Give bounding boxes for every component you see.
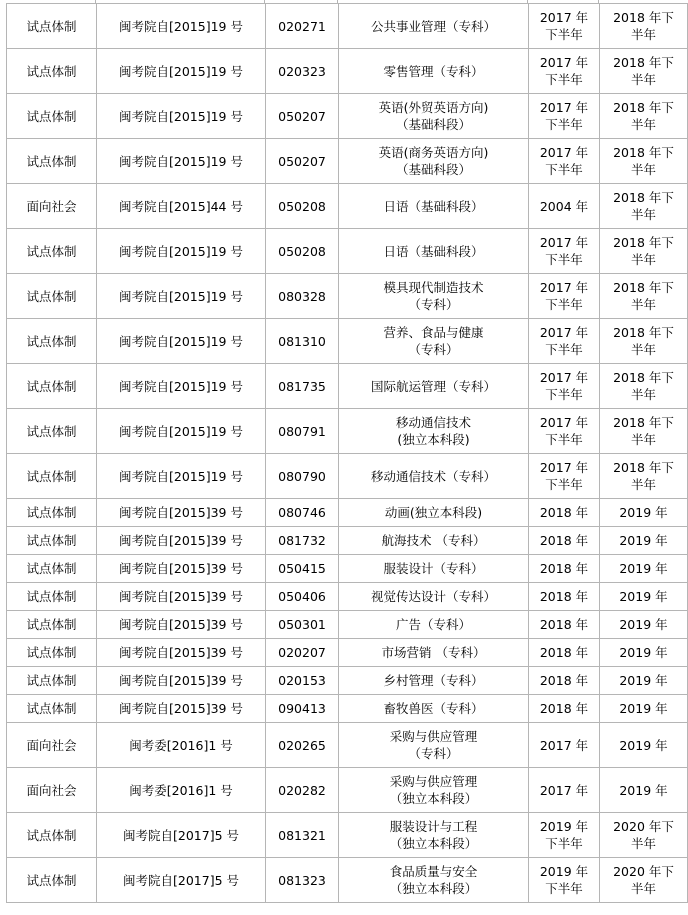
end-time-cell: 2019 年 — [600, 639, 688, 667]
document-number-cell: 闽考院自[2015]39 号 — [97, 667, 266, 695]
end-time-cell: 2018 年下 半年 — [600, 274, 688, 319]
start-time-cell: 2018 年 — [529, 583, 600, 611]
major-name-cell: 视觉传达设计（专科） — [339, 583, 529, 611]
exam-type-cell: 试点体制 — [7, 611, 97, 639]
major-code-cell: 081310 — [266, 319, 339, 364]
start-time-cell: 2017 年 — [529, 723, 600, 768]
table-row — [7, 583, 688, 611]
table-row — [7, 499, 688, 527]
major-code-cell: 090413 — [266, 695, 339, 723]
major-code-cell: 081321 — [266, 813, 339, 858]
document-number-cell: 闽考院自[2015]39 号 — [97, 611, 266, 639]
document-number-cell: 闽考院自[2015]19 号 — [97, 139, 266, 184]
exam-type-cell: 试点体制 — [7, 409, 97, 454]
start-time-cell: 2017 年 下半年 — [529, 454, 600, 499]
end-time-cell: 2018 年下 半年 — [600, 409, 688, 454]
start-time-cell: 2018 年 — [529, 499, 600, 527]
document-number-cell: 闽考院自[2015]19 号 — [97, 454, 266, 499]
end-time-cell: 2019 年 — [600, 695, 688, 723]
exam-type-cell: 试点体制 — [7, 858, 97, 903]
table-row — [7, 858, 688, 903]
table-row — [7, 184, 688, 229]
major-code-cell: 020271 — [266, 4, 339, 49]
table-row — [7, 94, 688, 139]
document-number-cell: 闽考院自[2015]39 号 — [97, 639, 266, 667]
document-number-cell: 闽考院自[2017]5 号 — [97, 858, 266, 903]
table-row — [7, 813, 688, 858]
start-time-cell: 2018 年 — [529, 527, 600, 555]
start-time-cell: 2017 年 下半年 — [529, 319, 600, 364]
end-time-cell: 2019 年 — [600, 583, 688, 611]
document-number-cell: 闽考委[2016]1 号 — [97, 723, 266, 768]
major-name-cell: 模具现代制造技术 （专科） — [339, 274, 529, 319]
major-name-cell: 畜牧兽医（专科） — [339, 695, 529, 723]
major-name-cell: 广告（专科） — [339, 611, 529, 639]
end-time-cell: 2019 年 — [600, 555, 688, 583]
table-row — [7, 274, 688, 319]
end-time-cell: 2019 年 — [600, 667, 688, 695]
document-number-cell: 闽考院自[2015]39 号 — [97, 499, 266, 527]
major-name-cell: 服装设计与工程 （独立本科段） — [339, 813, 529, 858]
start-time-cell: 2018 年 — [529, 611, 600, 639]
exam-type-cell: 面向社会 — [7, 723, 97, 768]
end-time-cell: 2018 年下 半年 — [600, 139, 688, 184]
start-time-cell: 2018 年 — [529, 695, 600, 723]
major-code-cell: 050208 — [266, 184, 339, 229]
exam-type-cell: 试点体制 — [7, 639, 97, 667]
major-name-cell: 移动通信技术（专科） — [339, 454, 529, 499]
start-time-cell: 2017 年 下半年 — [529, 364, 600, 409]
major-code-cell: 080746 — [266, 499, 339, 527]
document-number-cell: 闽考院自[2015]19 号 — [97, 364, 266, 409]
document-number-cell: 闽考委[2016]1 号 — [97, 768, 266, 813]
start-time-cell: 2018 年 — [529, 639, 600, 667]
table-row — [7, 319, 688, 364]
major-code-cell: 080791 — [266, 409, 339, 454]
major-code-cell: 080790 — [266, 454, 339, 499]
start-time-cell: 2017 年 下半年 — [529, 229, 600, 274]
major-code-cell: 020265 — [266, 723, 339, 768]
table-row — [7, 454, 688, 499]
major-name-cell: 公共事业管理（专科） — [339, 4, 529, 49]
major-code-cell: 080328 — [266, 274, 339, 319]
start-time-cell: 2017 年 下半年 — [529, 139, 600, 184]
end-time-cell: 2020 年下 半年 — [600, 858, 688, 903]
document-number-cell: 闽考院自[2015]39 号 — [97, 583, 266, 611]
start-time-cell: 2004 年 — [529, 184, 600, 229]
table-row — [7, 139, 688, 184]
major-code-cell: 050415 — [266, 555, 339, 583]
end-time-cell: 2019 年 — [600, 723, 688, 768]
major-code-cell: 081323 — [266, 858, 339, 903]
document-number-cell: 闽考院自[2015]39 号 — [97, 695, 266, 723]
major-code-cell: 020207 — [266, 639, 339, 667]
table-row — [7, 611, 688, 639]
start-time-cell: 2017 年 下半年 — [529, 49, 600, 94]
major-code-cell: 020323 — [266, 49, 339, 94]
exam-type-cell: 试点体制 — [7, 319, 97, 364]
major-code-cell: 081732 — [266, 527, 339, 555]
exam-type-cell: 试点体制 — [7, 527, 97, 555]
document-number-cell: 闽考院自[2015]44 号 — [97, 184, 266, 229]
table-row — [7, 695, 688, 723]
major-suspension-table — [6, 3, 688, 903]
major-code-cell: 050406 — [266, 583, 339, 611]
exam-type-cell: 试点体制 — [7, 695, 97, 723]
table-row — [7, 409, 688, 454]
exam-type-cell: 试点体制 — [7, 583, 97, 611]
table-row — [7, 667, 688, 695]
major-code-cell: 081735 — [266, 364, 339, 409]
major-name-cell: 移动通信技术 (独立本科段) — [339, 409, 529, 454]
exam-type-cell: 试点体制 — [7, 813, 97, 858]
exam-type-cell: 试点体制 — [7, 667, 97, 695]
major-name-cell: 乡村管理（专科） — [339, 667, 529, 695]
exam-type-cell: 试点体制 — [7, 139, 97, 184]
table-row — [7, 364, 688, 409]
table-row — [7, 229, 688, 274]
major-name-cell: 英语(外贸英语方向) （基础科段） — [339, 94, 529, 139]
document-number-cell: 闽考院自[2015]19 号 — [97, 274, 266, 319]
document-number-cell: 闽考院自[2015]19 号 — [97, 4, 266, 49]
major-name-cell: 服装设计（专科） — [339, 555, 529, 583]
document-number-cell: 闽考院自[2015]19 号 — [97, 229, 266, 274]
table-body — [7, 4, 688, 903]
major-code-cell: 020282 — [266, 768, 339, 813]
major-code-cell: 050207 — [266, 94, 339, 139]
exam-type-cell: 试点体制 — [7, 229, 97, 274]
major-name-cell: 营养、食品与健康 （专科） — [339, 319, 529, 364]
start-time-cell: 2018 年 — [529, 555, 600, 583]
table-row — [7, 527, 688, 555]
start-time-cell: 2019 年 下半年 — [529, 813, 600, 858]
document-number-cell: 闽考院自[2015]39 号 — [97, 555, 266, 583]
table-row — [7, 768, 688, 813]
major-name-cell: 采购与供应管理 （专科） — [339, 723, 529, 768]
exam-type-cell: 试点体制 — [7, 94, 97, 139]
exam-type-cell: 试点体制 — [7, 499, 97, 527]
major-code-cell: 050301 — [266, 611, 339, 639]
table-row — [7, 49, 688, 94]
document-number-cell: 闽考院自[2015]19 号 — [97, 409, 266, 454]
end-time-cell: 2019 年 — [600, 527, 688, 555]
major-code-cell: 050208 — [266, 229, 339, 274]
major-name-cell: 食品质量与安全 （独立本科段） — [339, 858, 529, 903]
exam-type-cell: 面向社会 — [7, 184, 97, 229]
start-time-cell: 2017 年 下半年 — [529, 94, 600, 139]
exam-type-cell: 试点体制 — [7, 4, 97, 49]
end-time-cell: 2020 年下 半年 — [600, 813, 688, 858]
document-number-cell: 闽考院自[2017]5 号 — [97, 813, 266, 858]
end-time-cell: 2018 年下 半年 — [600, 454, 688, 499]
major-code-cell: 050207 — [266, 139, 339, 184]
exam-type-cell: 试点体制 — [7, 364, 97, 409]
end-time-cell: 2018 年下 半年 — [600, 49, 688, 94]
exam-type-cell: 试点体制 — [7, 555, 97, 583]
end-time-cell: 2018 年下 半年 — [600, 364, 688, 409]
major-name-cell: 航海技术 （专科） — [339, 527, 529, 555]
major-name-cell: 日语（基础科段） — [339, 229, 529, 274]
table-row — [7, 555, 688, 583]
end-time-cell: 2019 年 — [600, 611, 688, 639]
exam-type-cell: 面向社会 — [7, 768, 97, 813]
start-time-cell: 2018 年 — [529, 667, 600, 695]
exam-type-cell: 试点体制 — [7, 49, 97, 94]
document-number-cell: 闽考院自[2015]19 号 — [97, 49, 266, 94]
start-time-cell: 2017 年 — [529, 768, 600, 813]
exam-type-cell: 试点体制 — [7, 274, 97, 319]
start-time-cell: 2019 年 下半年 — [529, 858, 600, 903]
major-name-cell: 采购与供应管理 （独立本科段） — [339, 768, 529, 813]
end-time-cell: 2018 年下 半年 — [600, 4, 688, 49]
table-row — [7, 723, 688, 768]
end-time-cell: 2018 年下 半年 — [600, 94, 688, 139]
table-row — [7, 4, 688, 49]
start-time-cell: 2017 年 下半年 — [529, 274, 600, 319]
major-name-cell: 日语（基础科段） — [339, 184, 529, 229]
major-name-cell: 动画(独立本科段) — [339, 499, 529, 527]
major-name-cell: 国际航运管理（专科） — [339, 364, 529, 409]
document-number-cell: 闽考院自[2015]39 号 — [97, 527, 266, 555]
start-time-cell: 2017 年 下半年 — [529, 4, 600, 49]
document-number-cell: 闽考院自[2015]19 号 — [97, 319, 266, 364]
end-time-cell: 2019 年 — [600, 768, 688, 813]
exam-type-cell: 试点体制 — [7, 454, 97, 499]
end-time-cell: 2019 年 — [600, 499, 688, 527]
table-row — [7, 639, 688, 667]
end-time-cell: 2018 年下 半年 — [600, 229, 688, 274]
document-number-cell: 闽考院自[2015]19 号 — [97, 94, 266, 139]
end-time-cell: 2018 年下 半年 — [600, 319, 688, 364]
major-code-cell: 020153 — [266, 667, 339, 695]
end-time-cell: 2018 年下 半年 — [600, 184, 688, 229]
start-time-cell: 2017 年 下半年 — [529, 409, 600, 454]
major-name-cell: 市场营销 （专科） — [339, 639, 529, 667]
major-name-cell: 英语(商务英语方向) （基础科段） — [339, 139, 529, 184]
major-name-cell: 零售管理（专科） — [339, 49, 529, 94]
